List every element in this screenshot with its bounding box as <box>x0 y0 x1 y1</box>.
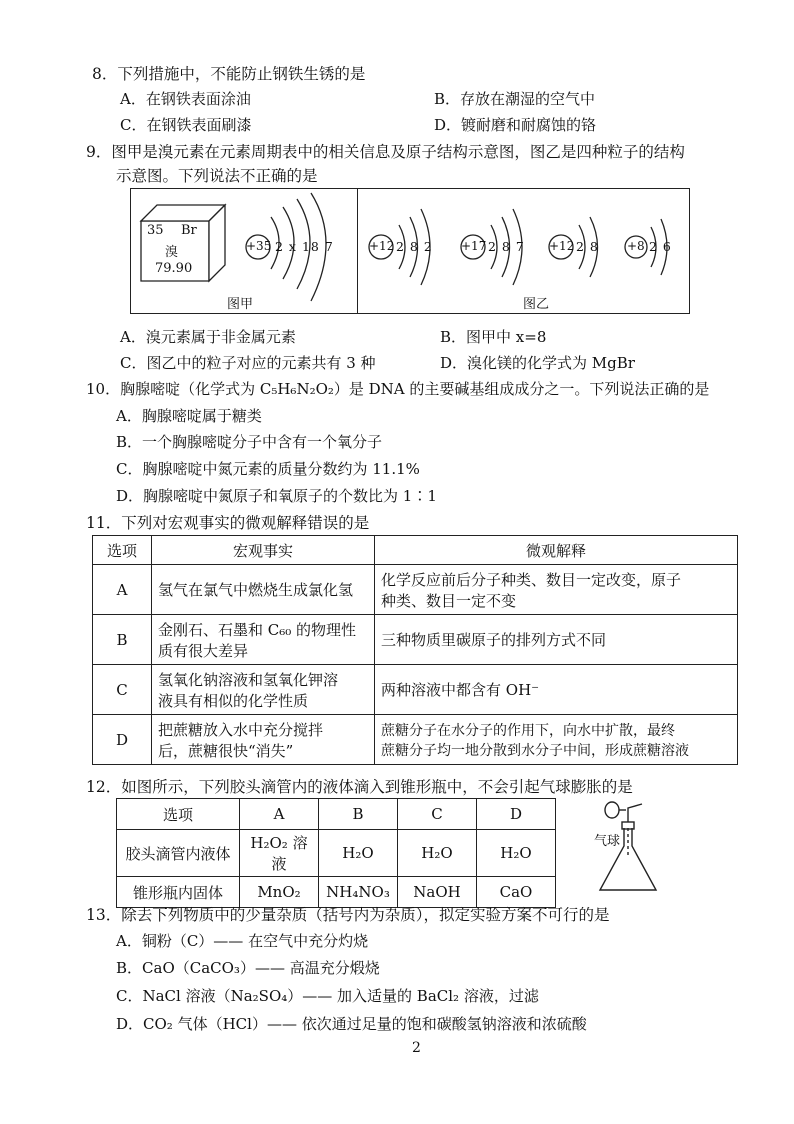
q10-stem: 10．胸腺嘧啶（化学式为 C₅H₆N₂O₂）是 DNA 的主要碱基组成成分之一。下列说法正确的是 <box>86 380 710 398</box>
row-label: 锥形瓶内固体 <box>117 877 240 908</box>
q13-stem: 13．除去下列物质中的少量杂质（括号内为杂质），拟定实验方案不可行的是 <box>86 906 610 924</box>
header-fact: 宏观事实 <box>152 536 375 565</box>
row-option: D <box>93 715 152 765</box>
q11-table <box>92 535 738 765</box>
q13-option-a: A．铜粉（C）—— 在空气中充分灼烧 <box>116 932 369 950</box>
exp-line: 化学反应前后分子种类、数目一定改变，原子 <box>381 570 682 589</box>
element-number: 35 <box>147 223 164 238</box>
exp-line: 蔗糖分子均一地分散到水分子中间，形成蔗糖溶液 <box>381 742 689 759</box>
q10-option-d: D．胸腺嘧啶中氮原子和氧原子的个数比为 1∶1 <box>116 487 437 505</box>
table-row <box>93 665 738 715</box>
q13-option-c: C．NaCl 溶液（Na₂SO₄）—— 加入适量的 BaCl₂ 溶液，过滤 <box>116 987 539 1005</box>
header-c: C <box>398 799 477 830</box>
row-explanation <box>375 715 738 765</box>
header-option: 选项 <box>93 536 152 565</box>
particle-3-shells: 2 8 <box>576 239 599 254</box>
q10-option-b: B．一个胸腺嘧啶分子中含有一个氧分子 <box>116 433 383 451</box>
yi-caption: 图乙 <box>523 297 550 312</box>
header-option: 选项 <box>117 799 240 830</box>
row-fact <box>152 665 375 715</box>
q8-option-c: C．在钢铁表面刷漆 <box>120 116 252 134</box>
q8-option-d: D．镀耐磨和耐腐蚀的铬 <box>434 116 597 134</box>
element-name: 溴 <box>165 245 179 260</box>
fact-line: 氢氧化钠溶液和氢氧化钾溶 <box>158 670 339 689</box>
jia-nucleus: +35 <box>246 239 272 253</box>
table-header-row <box>93 536 738 565</box>
q9-option-b: B．图甲中 x=8 <box>440 328 547 346</box>
fact-line: 后，蔗糖很快“消失” <box>158 741 294 760</box>
row-option: A <box>93 565 152 615</box>
cell: MnO₂ <box>240 877 319 908</box>
q9-stem-line2: 示意图。下列说法不正确的是 <box>116 167 318 185</box>
q11-stem: 11．下列对宏观事实的微观解释错误的是 <box>86 514 370 532</box>
cell: NH₄NO₃ <box>319 877 398 908</box>
q8-stem: 8．下列措施中，不能防止钢铁生锈的是 <box>92 65 366 83</box>
cell: H₂O <box>319 830 398 877</box>
particle-1-nucleus: +12 <box>369 239 395 253</box>
q10-option-a: A．胸腺嘧啶属于糖类 <box>116 407 262 425</box>
row-label: 胶头滴管内液体 <box>117 830 240 877</box>
q9-option-d: D．溴化镁的化学式为 MgBr <box>440 354 635 372</box>
row-fact <box>152 565 375 615</box>
q8-option-b: B．存放在潮湿的空气中 <box>434 90 596 108</box>
row-fact <box>152 615 375 665</box>
table-row <box>93 615 738 665</box>
q9-option-a: A．溴元素属于非金属元素 <box>120 328 296 346</box>
page-number: 2 <box>412 1040 421 1056</box>
fact-line: 金刚石、石墨和 C₆₀ 的物理性 <box>158 620 357 639</box>
balloon-label: 气球 <box>594 834 621 849</box>
fact-line: 氢气在氯气中燃烧生成氯化氢 <box>158 581 354 599</box>
cell: H₂O <box>398 830 477 877</box>
cell: H₂O <box>477 830 556 877</box>
particle-2-shells: 2 8 7 <box>488 239 525 254</box>
q9-option-c: C．图乙中的粒子对应的元素共有 3 种 <box>120 354 376 372</box>
header-explanation: 微观解释 <box>375 536 738 565</box>
q12-table <box>116 798 556 908</box>
cell: CaO <box>477 877 556 908</box>
table-row <box>117 830 556 877</box>
q10-option-c: C．胸腺嘧啶中氮元素的质量分数约为 11.1% <box>116 460 420 478</box>
exp-line: 种类、数目一定不变 <box>381 591 517 610</box>
table-header-row <box>117 799 556 830</box>
exp-line: 蔗糖分子在水分子的作用下，向水中扩散，最终 <box>381 722 675 739</box>
q9-stem-line1: 9．图甲是溴元素在元素周期表中的相关信息及原子结构示意图，图乙是四种粒子的结构 <box>86 143 685 161</box>
particle-1-shells: 2 8 2 <box>396 239 433 254</box>
fact-line: 把蔗糖放入水中充分搅拌 <box>158 720 324 739</box>
row-explanation: 三种物质里碳原子的排列方式不同 <box>375 615 738 665</box>
q8-option-a: A．在钢铁表面涂油 <box>120 90 251 108</box>
q13-option-b: B．CaO（CaCO₃）—— 高温充分煅烧 <box>116 959 380 977</box>
jia-caption: 图甲 <box>227 297 254 312</box>
table-row <box>93 565 738 615</box>
header-a: A <box>240 799 319 830</box>
particle-2-nucleus: +17 <box>461 239 487 253</box>
header-b: B <box>319 799 398 830</box>
fact-line: 液具有相似的化学性质 <box>158 691 309 710</box>
q9-figure <box>130 188 690 314</box>
header-d: D <box>477 799 556 830</box>
row-explanation <box>375 565 738 615</box>
element-symbol: Br <box>181 223 197 238</box>
cell: H₂O₂ 溶液 <box>240 830 319 877</box>
table-row <box>93 715 738 765</box>
fact-line: 质有很大差异 <box>158 641 249 660</box>
particle-4-shells: 2 6 <box>649 239 672 254</box>
jia-shells: 2 x 18 7 <box>275 239 334 254</box>
row-fact <box>152 715 375 765</box>
row-option: C <box>93 665 152 715</box>
q12-stem: 12．如图所示，下列胶头滴管内的液体滴入到锥形瓶中，不会引起气球膨胀的是 <box>86 778 633 796</box>
particle-4-nucleus: +8 <box>627 239 645 253</box>
row-explanation: 两种溶液中都含有 OH⁻ <box>375 665 738 715</box>
particle-3-nucleus: +12 <box>549 239 575 253</box>
cell: NaOH <box>398 877 477 908</box>
q13-option-d: D．CO₂ 气体（HCl）—— 依次通过足量的饱和碳酸氢钠溶液和浓硫酸 <box>116 1015 587 1033</box>
element-mass: 79.90 <box>155 261 193 276</box>
row-option: B <box>93 615 152 665</box>
